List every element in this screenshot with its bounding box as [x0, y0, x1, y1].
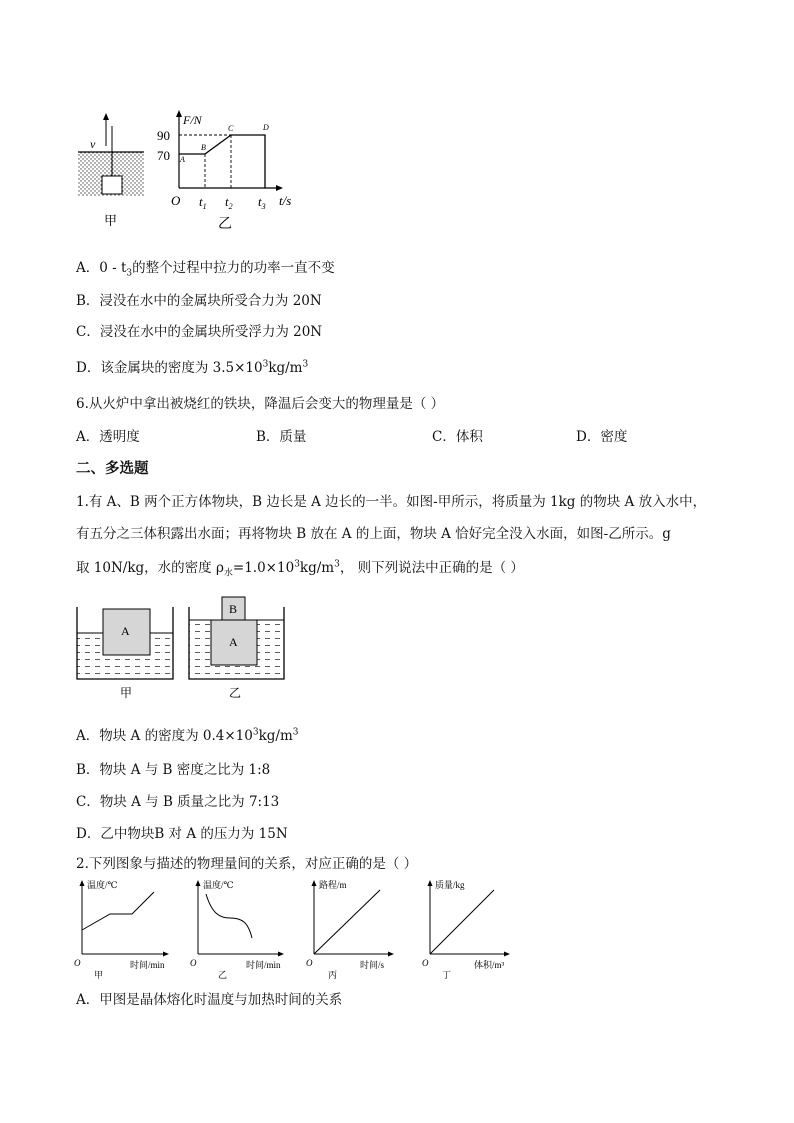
mq1-option-c[interactable]: C．物块 A 与 B 质量之比为 7:13 [76, 794, 280, 810]
t1-label: $t_1$ [199, 194, 207, 211]
block-a-label-yi: A [229, 635, 238, 649]
velocity-label: v [90, 137, 96, 151]
mq2-option-a[interactable]: A．甲图是晶体熔化时温度与加热时间的关系 [76, 992, 343, 1008]
q6-option-d[interactable]: D．密度 [576, 429, 628, 445]
q6-option-b[interactable]: B．质量 [256, 429, 307, 445]
svg-text:O: O [74, 958, 81, 968]
graph-ding [422, 879, 510, 980]
t2-label: $t_2$ [225, 194, 233, 211]
mq1-option-b[interactable]: B．物块 A 与 B 密度之比为 1:8 [76, 762, 271, 778]
figure-yi-label: 乙 [229, 686, 242, 700]
graph-yi-name: 乙 [218, 970, 228, 980]
graph-jia [74, 879, 169, 980]
mq2-stem: 2.下列图象与描述的物理量间的关系，对应正确的是（ ） [76, 856, 418, 872]
mq1-stem-line2: 有五分之三体积露出水面；再将物块 B 放在 A 的上面，物块 A 恰好完全没入水面，如图-乙所示。g [76, 526, 671, 542]
mq1-figure [74, 593, 289, 705]
mq1-option-d[interactable]: D．乙中物块B 对 A 的压力为 15N [76, 826, 288, 842]
svg-text:O: O [306, 958, 313, 968]
point-b-label: B [201, 143, 206, 152]
q6-option-a[interactable]: A．透明度 [76, 429, 140, 445]
t3-label: $t_3$ [258, 194, 266, 211]
mq1-stem-line3: 取 10N/kg，水的密度 $\rho_水=1.0\times 10^3kg/m^3$， 则下列说法中正确的是（ ） [76, 559, 524, 579]
mq1-option-a[interactable]: A．物块 A 的密度为 $0.4\times 10^3kg/m^3$ [76, 727, 299, 744]
graph-jia-name: 甲 [94, 970, 104, 980]
graph-bing-name: 丙 [328, 970, 338, 980]
y-axis-label: F/N [183, 113, 202, 127]
x-axis-label: t/s [279, 193, 292, 208]
figure-yi-label: 乙 [218, 217, 232, 232]
q5-figure-jia [76, 112, 146, 227]
q5-option-d[interactable]: D．该金属块的密度为 $3.5\times 10^3kg/m^3$ [76, 359, 309, 376]
q6-stem: 6.从火炉中拿出被烧红的铁块，降温后会变大的物理量是（ ） [76, 396, 445, 412]
point-a-label: A [180, 155, 185, 164]
tick-70: 70 [157, 148, 170, 163]
graph-jia-xlabel: 时间/min [130, 960, 165, 970]
section-title-multi-choice: 二、多选题 [76, 461, 149, 477]
point-c-label: C [228, 124, 234, 133]
graph-jia-ylabel: 温度/℃ [87, 880, 118, 890]
q6-option-c[interactable]: C．体积 [432, 429, 483, 445]
graph-yi-xlabel: 时间/min [246, 960, 281, 970]
graph-yi [190, 879, 284, 980]
q5-option-b[interactable]: B．浸没在水中的金属块所受合力为 20N [76, 293, 322, 309]
block-b-label: B [229, 602, 238, 616]
graph-yi-ylabel: 温度/℃ [203, 880, 234, 890]
svg-text:O: O [190, 958, 197, 968]
origin-label: O [171, 193, 181, 208]
graph-bing-xlabel: 时间/s [360, 960, 385, 970]
figure-jia-label: 甲 [104, 213, 118, 227]
q5-figure-yi-graph [155, 108, 305, 233]
svg-text:O: O [422, 958, 429, 968]
graph-ding-xlabel: 体积/m³ [474, 960, 505, 970]
q5-option-c[interactable]: C．浸没在水中的金属块所受浮力为 20N [76, 324, 323, 340]
point-d-label: D [263, 123, 269, 132]
tick-90: 90 [157, 128, 170, 143]
q5-option-a[interactable]: A．$0 - t_3$的整个过程中拉力的功率一直不变 [76, 260, 335, 279]
figure-jia-label: 甲 [120, 686, 133, 700]
mq2-graphs [70, 876, 520, 981]
graph-ding-name: 丁 [442, 970, 452, 980]
mq1-stem-line1: 1.有 A、B 两个正方体物块，B 边长是 A 边长的一半。如图-甲所示，将质量为 1kg 的物块 A 放入水中， [76, 494, 707, 510]
graph-bing [306, 879, 394, 980]
graph-bing-ylabel: 路程/m [319, 880, 347, 890]
block-a-label-jia: A [121, 624, 130, 638]
graph-ding-ylabel: 质量/kg [435, 880, 465, 890]
